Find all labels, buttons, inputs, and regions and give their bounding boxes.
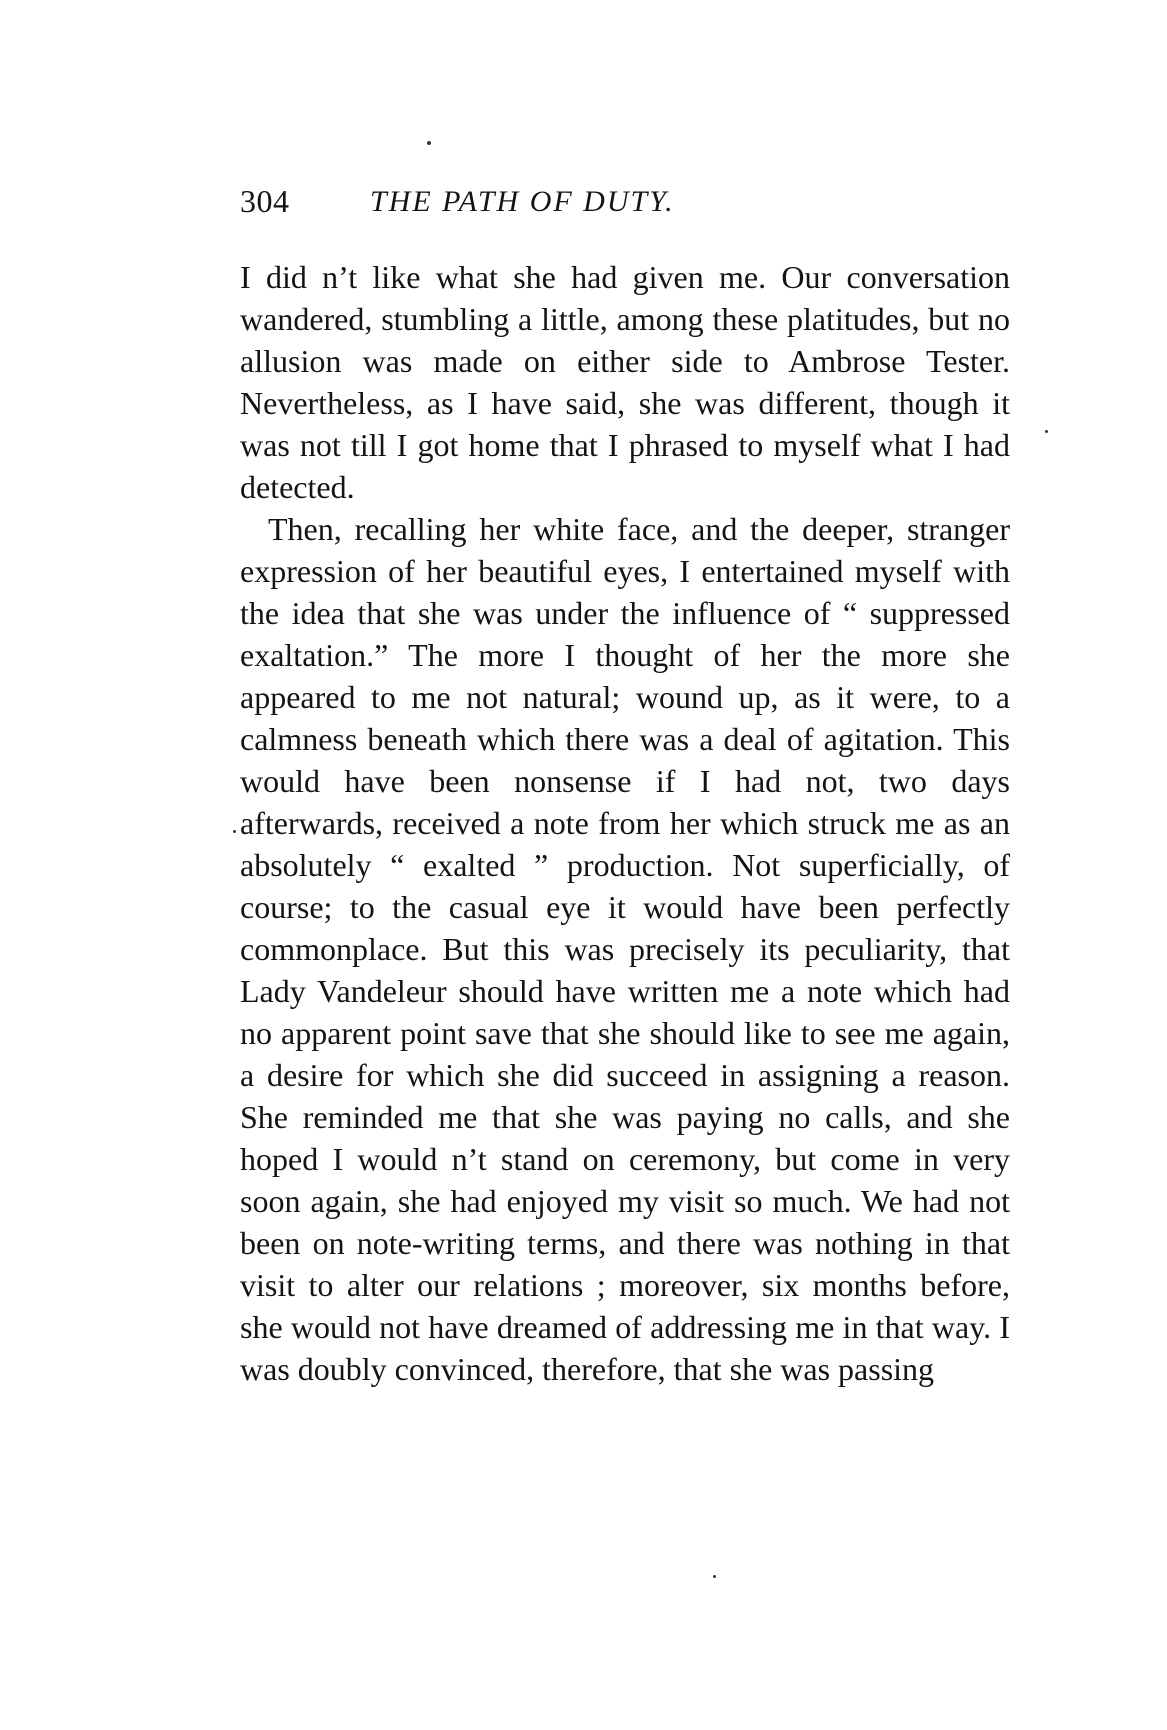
- running-title: THE PATH OF DUTY.: [370, 185, 675, 218]
- page-number: 304: [240, 183, 290, 219]
- print-speck: [1045, 430, 1048, 433]
- paragraph-2: Then, recalling her white face, and the deeper, stranger expression of her beautiful eyes, I entertained myself with the idea that she was under the influence of “ suppressed exaltation.” The more I thought of her the more she appeared to me not natural; wound up, as it were, to a calmness beneath which there was a deal of agitation. This would have been nonsense if I had not, two days afterwards, received a note from her which struck me as an absolutely “ exalted ” production. Not superficially, of course; to the casual eye it would have been perfectly commonplace. But this was precisely its peculiarity, that Lady Vandeleur should have written me a note which had no apparent point save that she should like to see me again, a desire for which she did succeed in assigning a reason. She reminded me that she was paying no calls, and she hoped I would n’t stand on ceremony, but come in very soon again, she had enjoyed my visit so much. We had not been on note-writing terms, and there was nothing in that visit to alter our relations ; moreover, six months before, she would not have dreamed of addressing me in that way. I was doubly convinced, therefore, that she was passing: [240, 511, 1010, 1387]
- paragraph-1: I did n’t like what she had given me. Our conversation wandered, stumbling a little, among these platitudes, but no allusion was made on either side to Ambrose Tester. Nevertheless, as I have said, she was different, though it was not till I got home that I phrased to myself what I had detected.: [240, 259, 1010, 505]
- print-speck: [713, 1575, 716, 1578]
- print-speck: [233, 830, 236, 833]
- running-head: [240, 183, 1010, 227]
- body-text: [240, 256, 1010, 1390]
- print-speck: [427, 141, 431, 145]
